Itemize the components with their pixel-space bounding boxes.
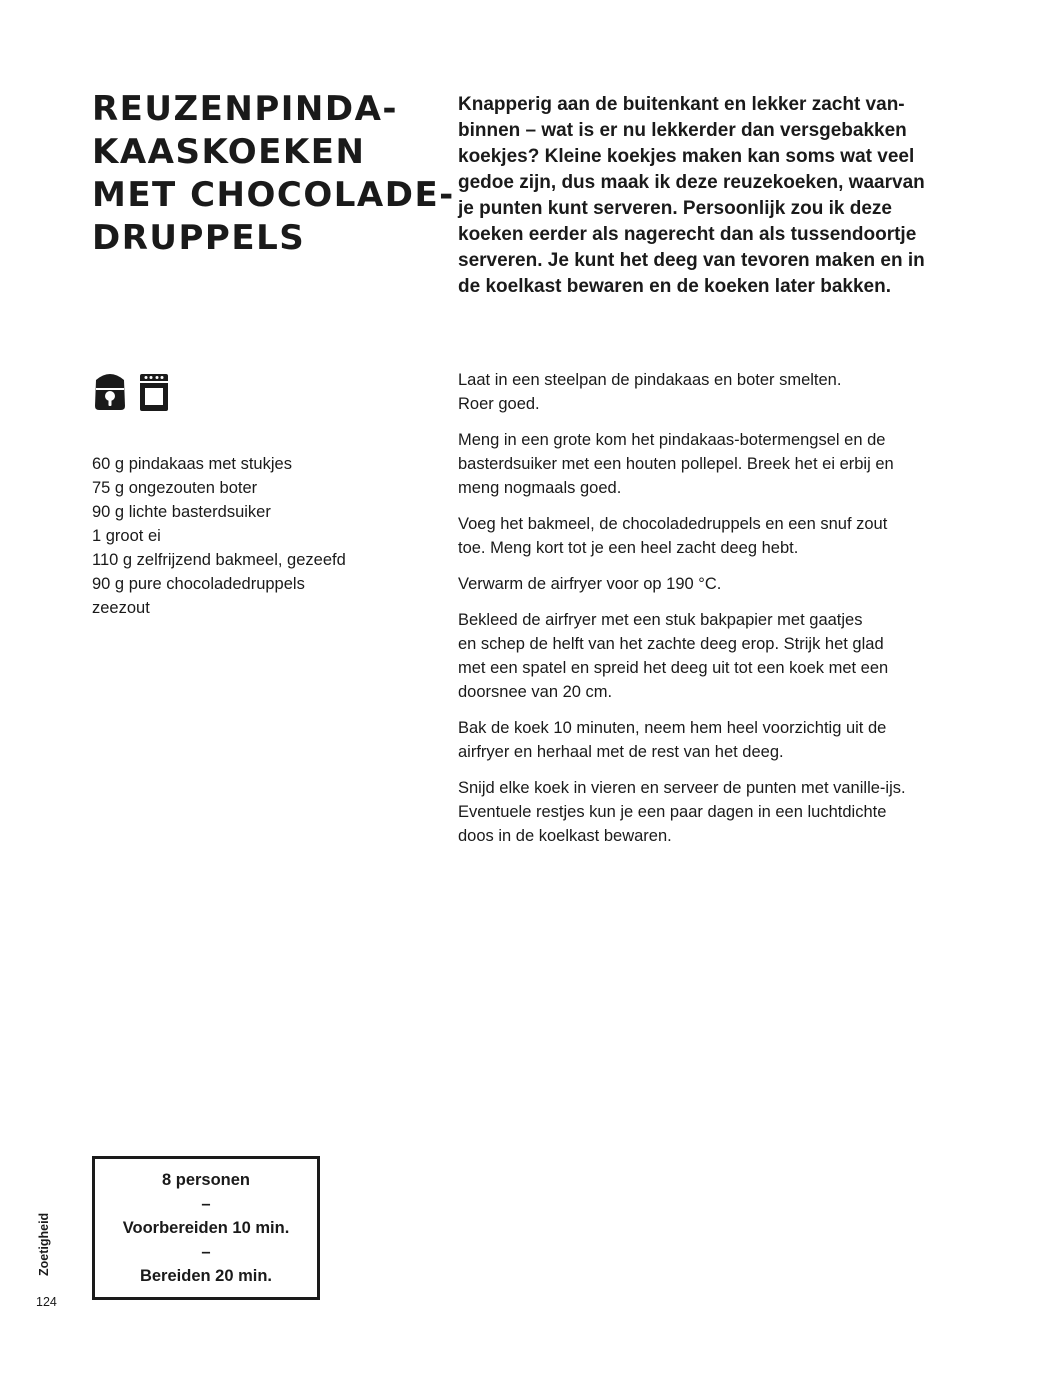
- step-line: Eventuele restjes kun je een paar dagen in een luchtdichte: [458, 803, 887, 821]
- ingredient-item: 60 g pindakaas met stukjes: [92, 455, 292, 473]
- step-line: meng nogmaals goed.: [458, 479, 622, 497]
- intro-line: Knapperig aan de buitenkant en lekker zacht van-: [458, 94, 905, 115]
- step-line: toe. Meng kort tot je een heel zacht deeg hebt.: [458, 539, 799, 557]
- appliance-icons: [92, 370, 170, 412]
- ingredient-item: 90 g pure chocoladedruppels: [92, 575, 305, 593]
- ingredient-list: [92, 452, 346, 620]
- intro-line: serveren. Je kunt het deeg van tevoren maken en in: [458, 250, 925, 271]
- prep-time-text: Voorbereiden 10 min.: [122, 1219, 290, 1237]
- intro-line: gedoe zijn, dus maak ik deze reuzekoeken, waarvan: [458, 172, 925, 193]
- method-step: [458, 608, 988, 704]
- step-line: en schep de helft van het zachte deeg erop. Strijk het glad: [458, 635, 884, 653]
- method-step: [458, 428, 988, 500]
- method-steps: [458, 368, 988, 860]
- method-step: [458, 776, 988, 848]
- method-step: [458, 368, 988, 416]
- step-line: doorsnee van 20 cm.: [458, 683, 613, 701]
- method-step: [458, 512, 988, 560]
- step-line: Bekleed de airfryer met een stuk bakpapier met gaatjes: [458, 611, 863, 629]
- ingredient-item: 1 groot ei: [92, 527, 161, 545]
- info-separator: –: [201, 1243, 211, 1261]
- step-line: Laat in een steelpan de pindakaas en boter smelten.: [458, 371, 842, 389]
- cook-time-text: Bereiden 20 min.: [139, 1267, 273, 1285]
- section-label-text: Zoetigheid: [37, 1212, 51, 1276]
- page-number: 124: [36, 1295, 57, 1309]
- recipe-title-line: MET CHOCOLADE-: [92, 175, 455, 215]
- step-line: Snijd elke koek in vieren en serveer de punten met vanille-ijs.: [458, 779, 906, 797]
- step-line: Verwarm de airfryer voor op 190 °C.: [458, 575, 722, 593]
- ingredient-item: 90 g lichte basterdsuiker: [92, 503, 271, 521]
- recipe-title-line: DRUPPELS: [92, 218, 306, 258]
- airfryer-icon: [92, 370, 128, 412]
- oven-icon: [138, 370, 170, 412]
- step-line: Meng in een grote kom het pindakaas-botermengsel en de: [458, 431, 886, 449]
- intro-line: de koelkast bewaren en de koeken later bakken.: [458, 276, 891, 297]
- intro-line: je punten kunt serveren. Persoonlijk zou ik deze: [458, 198, 892, 219]
- ingredient-item: 110 g zelfrijzend bakmeel, gezeefd: [92, 551, 346, 569]
- step-line: Bak de koek 10 minuten, neem hem heel voorzichtig uit de: [458, 719, 887, 737]
- recipe-intro: [458, 92, 978, 300]
- recipe-title: [92, 88, 455, 260]
- method-step: [458, 572, 988, 596]
- step-line: met een spatel en spreid het deeg uit tot een koek met een: [458, 659, 889, 677]
- step-line: airfryer en herhaal met de rest van het deeg.: [458, 743, 784, 761]
- intro-line: koeken eerder als nagerecht dan als tussendoortje: [458, 224, 917, 245]
- method-step: [458, 716, 988, 764]
- info-separator: –: [201, 1195, 211, 1213]
- section-label: [36, 1196, 56, 1276]
- ingredient-item: zeezout: [92, 599, 150, 617]
- step-line: basterdsuiker met een houten pollepel. Breek het ei erbij en: [458, 455, 894, 473]
- step-line: Voeg het bakmeel, de chocoladedruppels en een snuf zout: [458, 515, 888, 533]
- intro-line: binnen – wat is er nu lekkerder dan versgebakken: [458, 120, 907, 141]
- step-line: Roer goed.: [458, 395, 540, 413]
- servings-text: 8 personen: [161, 1171, 251, 1189]
- recipe-info-box: [92, 1156, 320, 1300]
- intro-line: koekjes? Kleine koekjes maken kan soms wat veel: [458, 146, 915, 167]
- step-line: doos in de koelkast bewaren.: [458, 827, 672, 845]
- ingredient-item: 75 g ongezouten boter: [92, 479, 258, 497]
- recipe-title-line: REUZENPINDA-: [92, 89, 399, 129]
- recipe-title-line: KAASKOEKEN: [92, 132, 366, 172]
